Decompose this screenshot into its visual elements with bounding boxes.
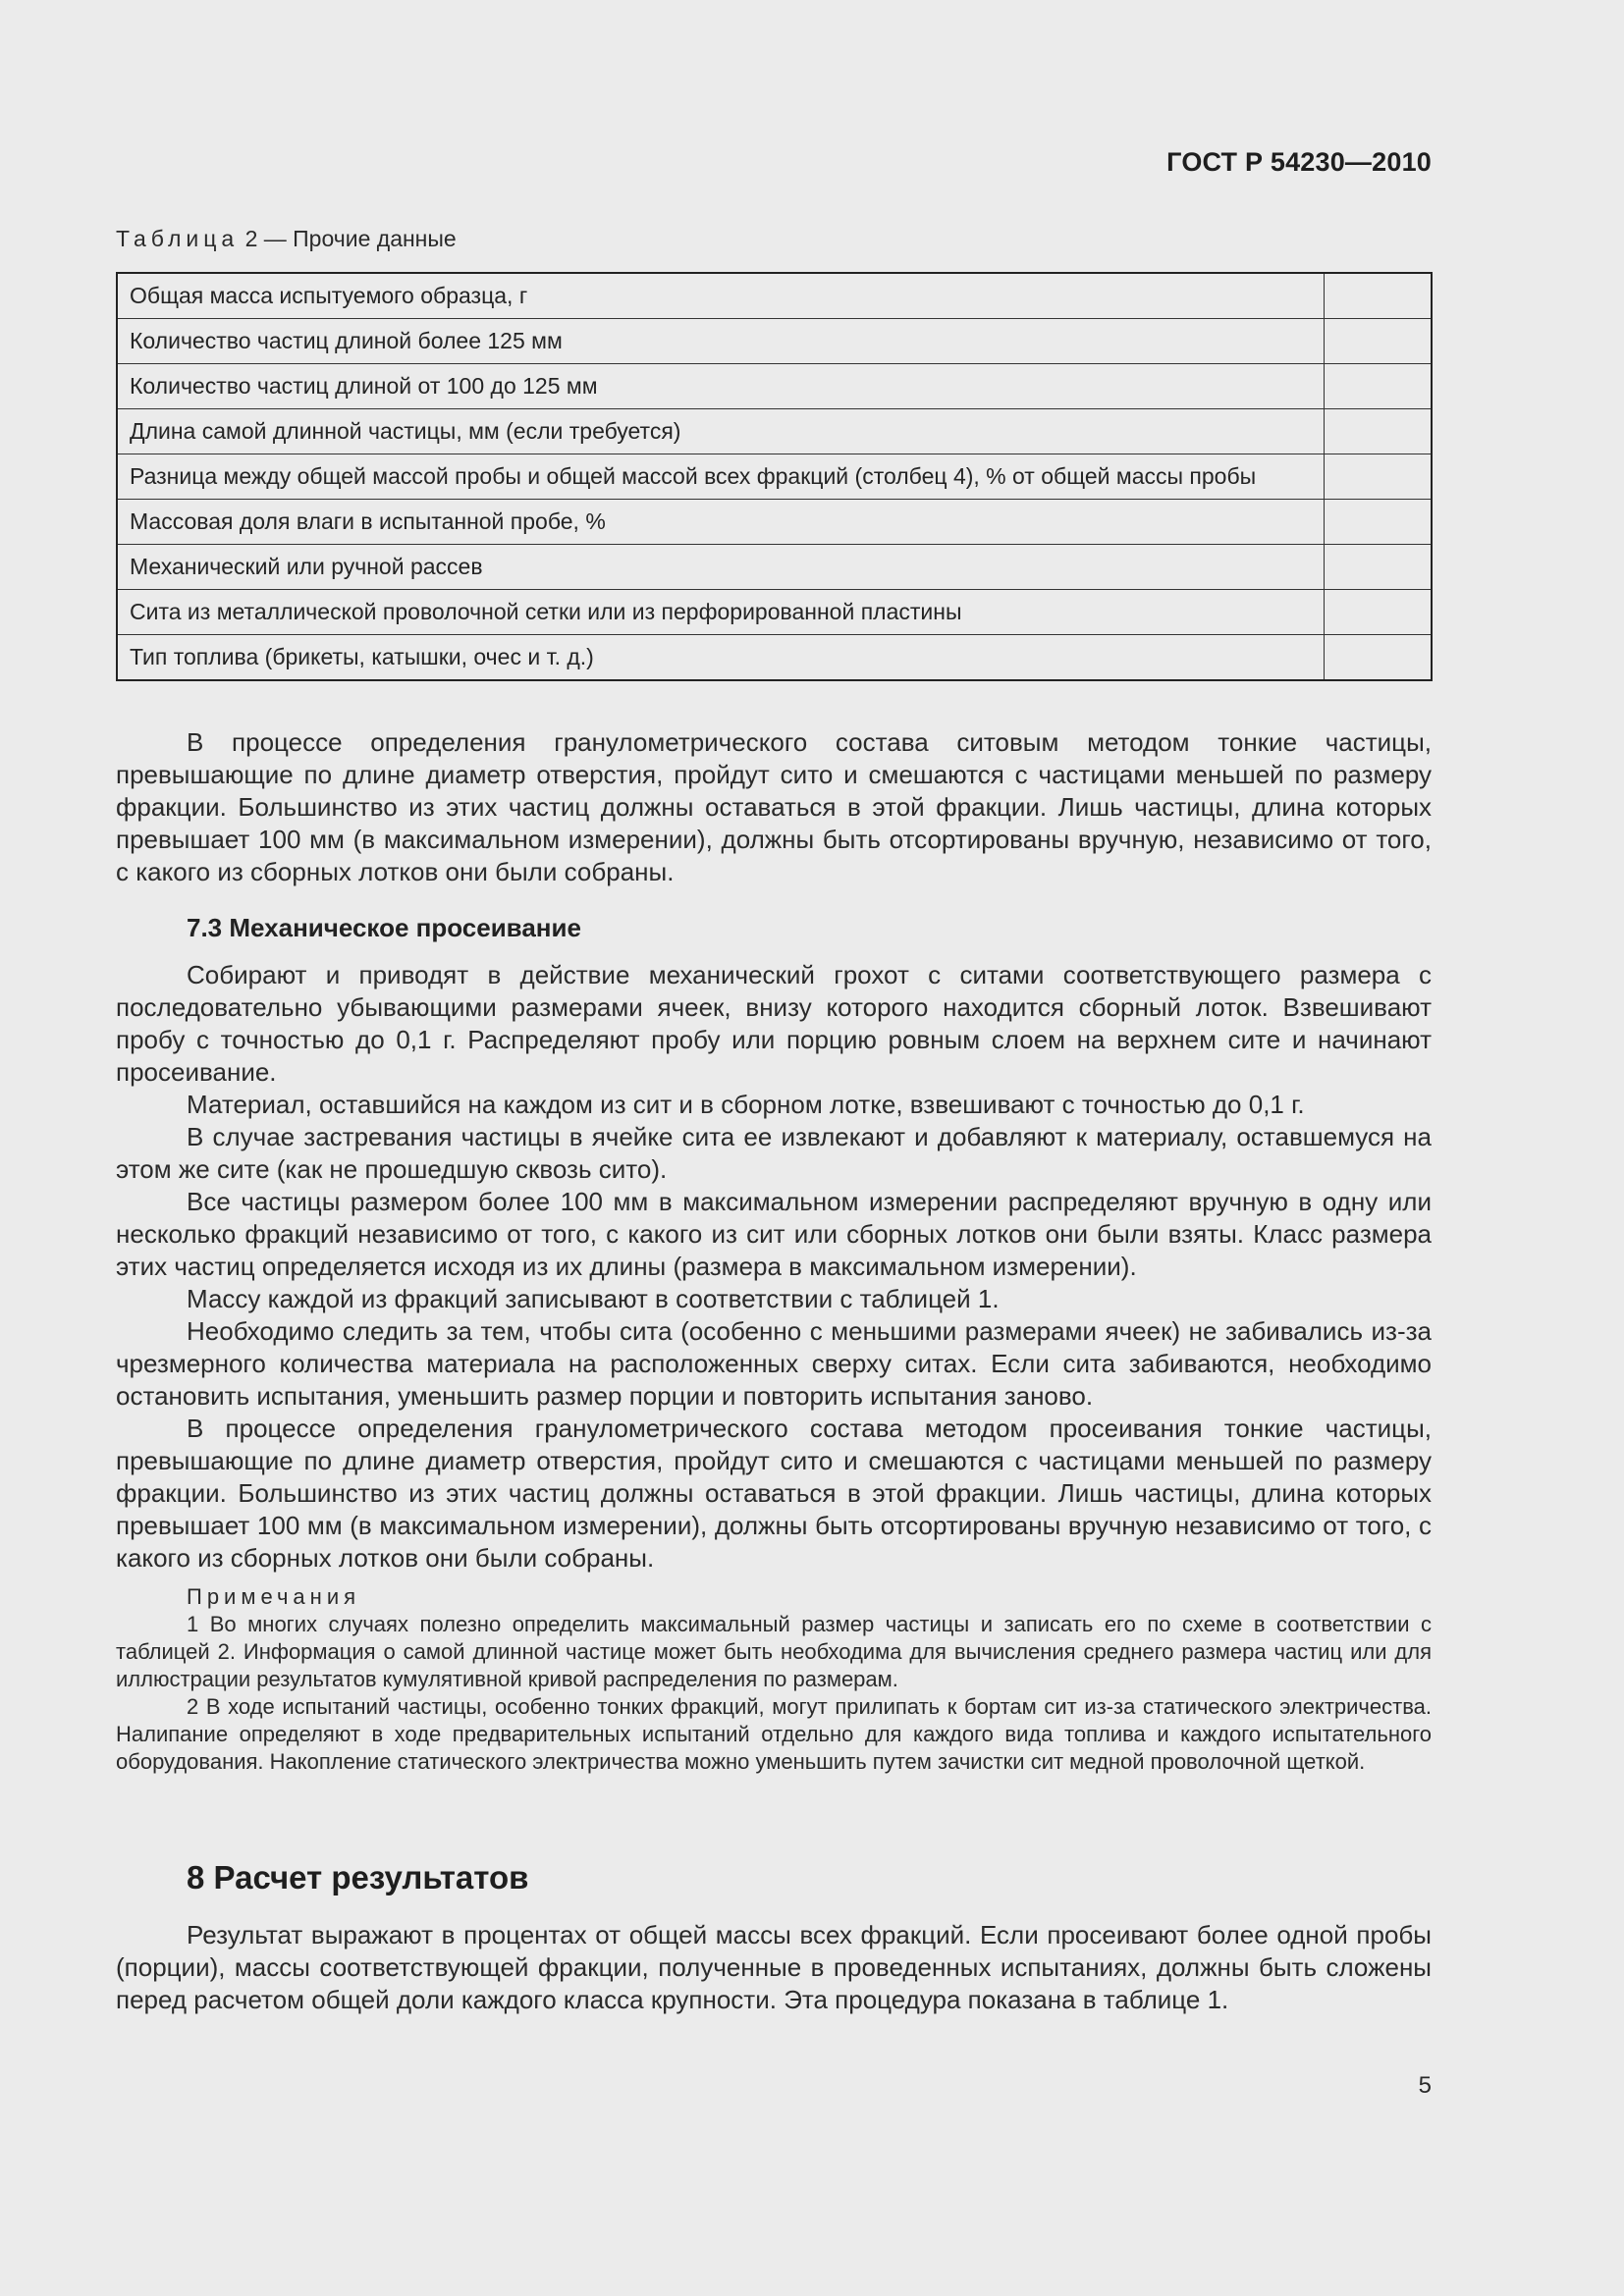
table-value-cell [1325,635,1433,681]
note-item: 1 Во многих случаях полезно определить максимальный размер частицы и записать его по схеме в соответствии с таблицей 2. Информация о самой длинной частице может быть необходима для вычисления среднего размера частиц или для иллюстрации результатов кумулятивной кривой распределения по размерам. [116,1612,1432,1691]
notes-title: Примечания [187,1584,361,1609]
section-8-body [116,1919,1432,2016]
table-row [117,273,1432,319]
table-row [117,454,1432,500]
body-paragraph: Массу каждой из фракций записывают в соответствии с таблицей 1. [187,1284,1000,1313]
table-value-cell [1325,500,1433,545]
body-paragraph: Все частицы размером более 100 мм в максимальном измерении распределяют вручную в одну или несколько фракций независимо от того, с какого из сит или сборных лотков они были взяты. Класс размера этих частиц определяется исходя из их длины (размера в максимальном измерении). [116,1187,1432,1281]
body-paragraph: Собирают и приводят в действие механический грохот с ситами соответствующего размера с последовательно убывающими размерами ячеек, внизу которого находится сборный лоток. Взвешивают пробу с точностью до 0,1 г. Распределяют пробу или порцию ровным слоем на верхнем сите и начинают просеивание. [116,960,1432,1087]
table-row-label: Сита из металлической проволочной сетки или из перфорированной пластины [117,590,1325,635]
table-row [117,500,1432,545]
table-value-cell [1325,409,1433,454]
table-caption-word: Таблица [116,226,240,251]
table-value-cell [1325,364,1433,409]
table-row [117,545,1432,590]
table-value-cell [1325,273,1433,319]
section-7-3-body [116,959,1432,1575]
body-paragraph: В случае застревания частицы в ячейке сита ее извлекают и добавляют к материалу, оставшемуся на этом же сите (как не прошедшую сквозь сито). [116,1122,1432,1184]
table-value-cell [1325,319,1433,364]
document-code-header: ГОСТ Р 54230—2010 [1166,147,1432,177]
section-7-3-heading: 7.3 Механическое просеивание [187,913,581,942]
table-row-label: Механический или ручной рассев [117,545,1325,590]
table-row-label: Количество частиц длиной более 125 мм [117,319,1325,364]
table-caption-title: 2 — Прочие данные [239,226,457,251]
other-data-table [116,272,1433,681]
body-paragraph: В процессе определения гранулометрического состава методом просеивания тонкие частицы, превышающие по длине диаметр отверстия, пройдут сито и смешаются с частицами меньшей по размеру фракции. Большинство из этих частиц должны оставаться в этой фракции. Лишь частицы, длина которых превышает 100 мм (в максимальном измерении), должны быть отсортированы вручную независимо от того, с какого из сборных лотков они были собраны. [116,1414,1432,1573]
page-number: 5 [1418,2072,1432,2099]
table-2-caption [116,226,457,252]
table-value-cell [1325,590,1433,635]
table-row [117,319,1432,364]
table-row [117,409,1432,454]
body-paragraph: Необходимо следить за тем, чтобы сита (особенно с меньшими размерами ячеек) не забивались из-за чрезмерного количества материала на расположенных сверху ситах. Если сита забиваются, необходимо остановить испытания, уменьшить размер порции и повторить испытания заново. [116,1316,1432,1411]
table-row-label: Тип топлива (брикеты, катышки, очес и т. д.) [117,635,1325,681]
table-value-cell [1325,545,1433,590]
body-paragraph: Материал, оставшийся на каждом из сит и в сборном лотке, взвешивают с точностью до 0,1 г. [187,1090,1305,1119]
table-row-label: Длина самой длинной частицы, мм (если требуется) [117,409,1325,454]
table-row [117,590,1432,635]
table-row-label: Разница между общей массой пробы и общей массой всех фракций (столбец 4), % от общей массы пробы [117,454,1325,500]
paragraph-after-table [116,726,1432,888]
note-item: 2 В ходе испытаний частицы, особенно тонких фракций, могут прилипать к бортам сит из-за статического электричества. Налипание определяют в ходе предварительных испытаний отдельно для каждого вида топлива и каждого испытательного оборудования. Накопление статического электричества можно уменьшить путем зачистки сит медной проволочной щеткой. [116,1694,1432,1774]
table-row-label: Количество частиц длиной от 100 до 125 мм [117,364,1325,409]
table-value-cell [1325,454,1433,500]
section-8-heading: 8 Расчет результатов [187,1859,529,1896]
table-row-label: Массовая доля влаги в испытанной пробе, % [117,500,1325,545]
body-paragraph: Результат выражают в процентах от общей массы всех фракций. Если просеивают более одной пробы (порции), массы соответствующей фракции, полученные в проведенных испытаниях, должны быть сложены перед расчетом общей доли каждого класса крупности. Эта процедура показана в таблице 1. [116,1920,1432,2014]
table-row-label: Общая масса испытуемого образца, г [117,273,1325,319]
table-row [117,635,1432,681]
body-paragraph: В процессе определения гранулометрического состава ситовым методом тонкие частицы, превышающие по длине диаметр отверстия, пройдут сито и смешаются с частицами меньшей по размеру фракции. Большинство из этих частиц должны оставаться в этой фракции. Лишь частицы, длина которых превышает 100 мм (в максимальном измерении), должны быть отсортированы вручную, независимо от того, с какого из сборных лотков они были собраны. [116,727,1432,886]
notes-block [116,1583,1432,1776]
table-row [117,364,1432,409]
